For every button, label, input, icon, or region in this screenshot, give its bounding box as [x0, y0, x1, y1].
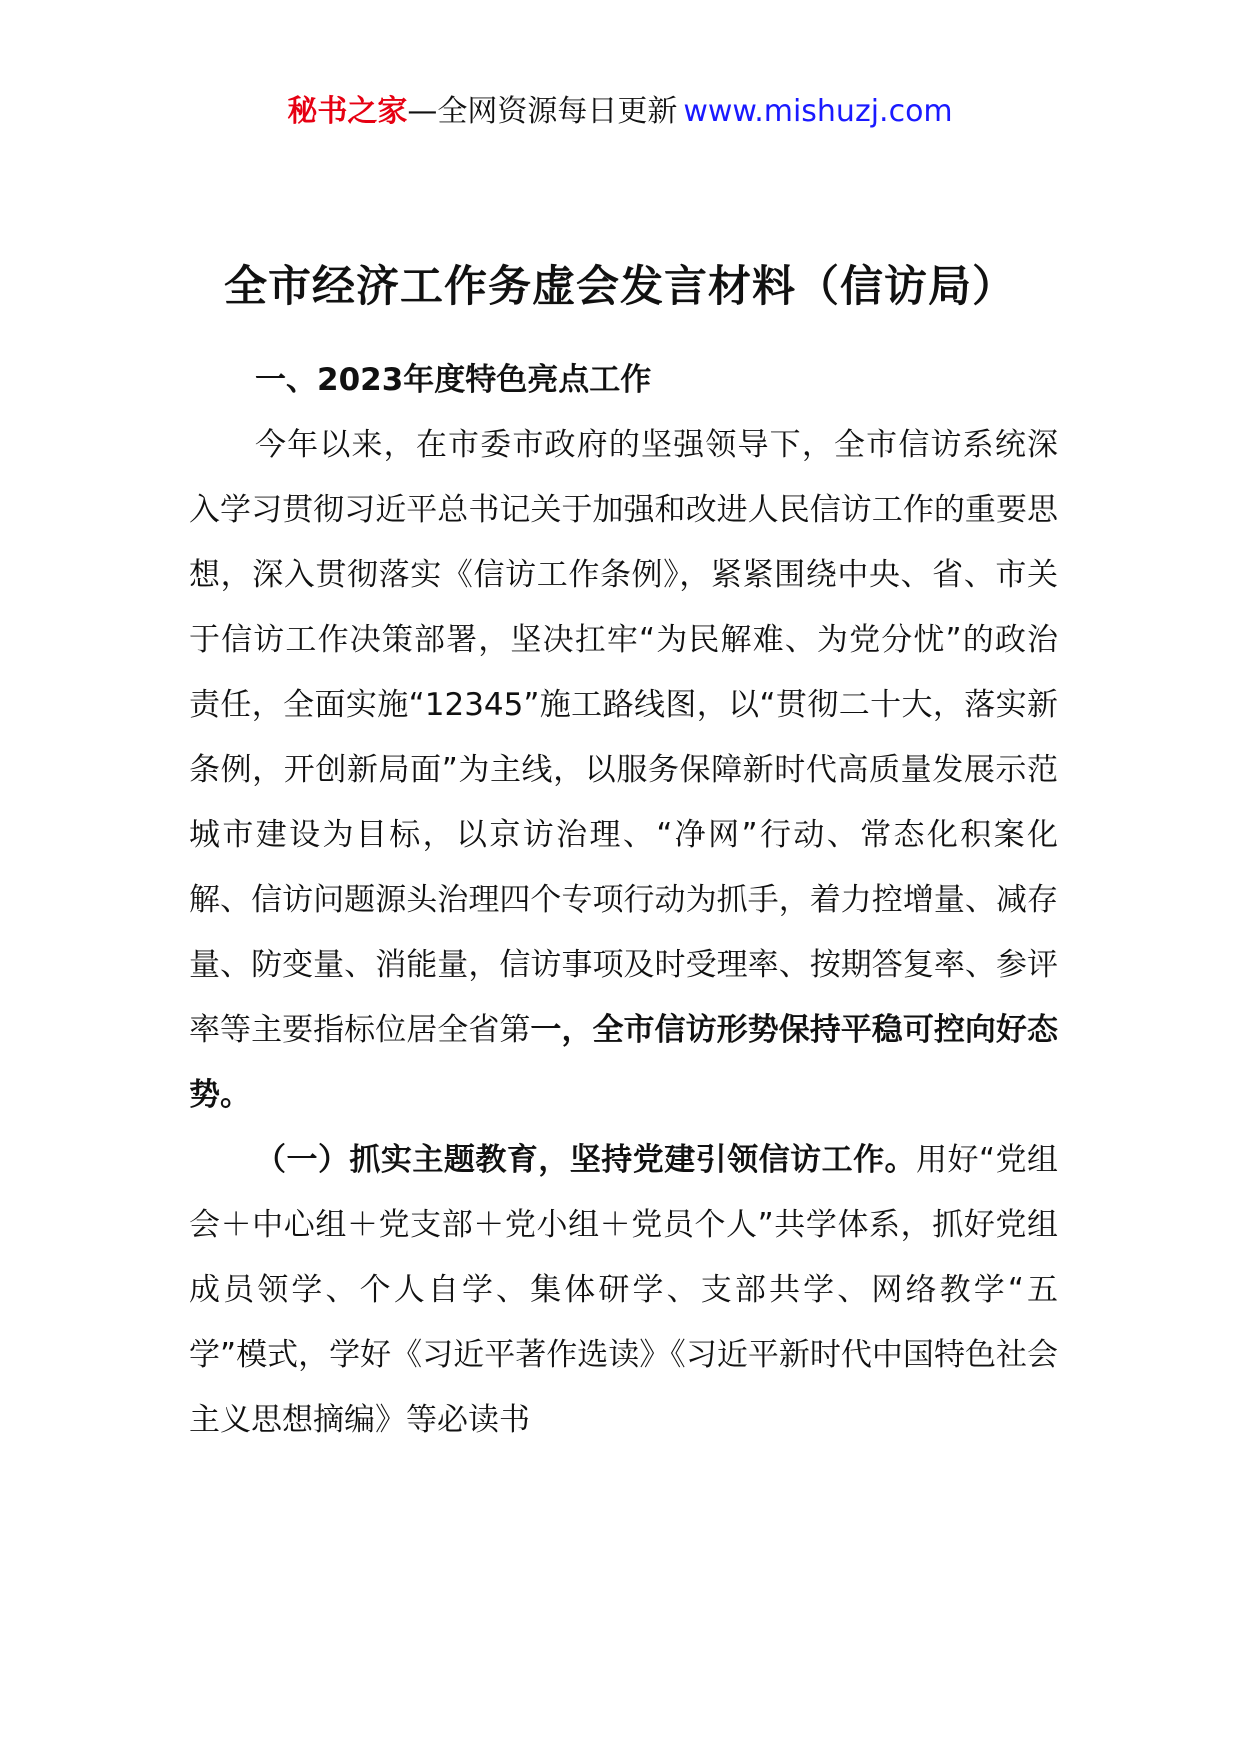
- paragraph-party-building: [189, 1128, 1058, 1453]
- paragraph-overview-text: 今年以来，在市委市政府的坚强领导下，全市信访系统深入学习贯彻习近平总书记关于加强和改进人民信访工作的重要思想，深入贯彻落实《信访工作条例》，紧紧围绕中央、省、市关于信访工作决策部署，坚决扛牢“为民解难、为党分忧”的政治责任，全面实施“12345”施工路线图，以“贯彻二十大，落实新条例，开创新局面”为主线，以服务保障新时代高质量发展示范城市建设为目标，以京访治理、“净网”行动、常态化积案化解、信访问题源头治理四个专项行动为抓手，着力控增量、减存量、防变量、消能量，信访事项及时受理率、按期答复率、参评率等主要指标位居全省第: [189, 427, 1058, 1048]
- document-body: [189, 348, 1058, 1453]
- paragraph-overview: [189, 413, 1058, 1128]
- site-slogan: —全网资源每日更新: [407, 94, 678, 129]
- site-url-link[interactable]: www.mishuzj.com: [683, 94, 953, 129]
- section-heading: 一、2023年度特色亮点工作: [255, 362, 652, 398]
- brand-name: 秘书之家: [287, 94, 408, 129]
- document-title: 全市经济工作务虚会发言材料（信访局）: [224, 261, 1016, 312]
- subsection-heading: （一）抓实主题教育，坚持党建引领信访工作。: [255, 1142, 917, 1178]
- site-header: [0, 92, 1240, 132]
- paragraph-overview-conclusion: 一，全市信访形势保持平稳可控向好态势。: [189, 1012, 1058, 1113]
- paragraph-party-building-text: 用好“党组会＋中心组＋党支部＋党小组＋党员个人”共学体系，抓好党组成员领学、个人自学、集体研学、支部共学、网络教学“五学”模式，学好《习近平著作选读》《习近平新时代中国特色社会主义思想摘编》等必读书: [189, 1142, 1059, 1438]
